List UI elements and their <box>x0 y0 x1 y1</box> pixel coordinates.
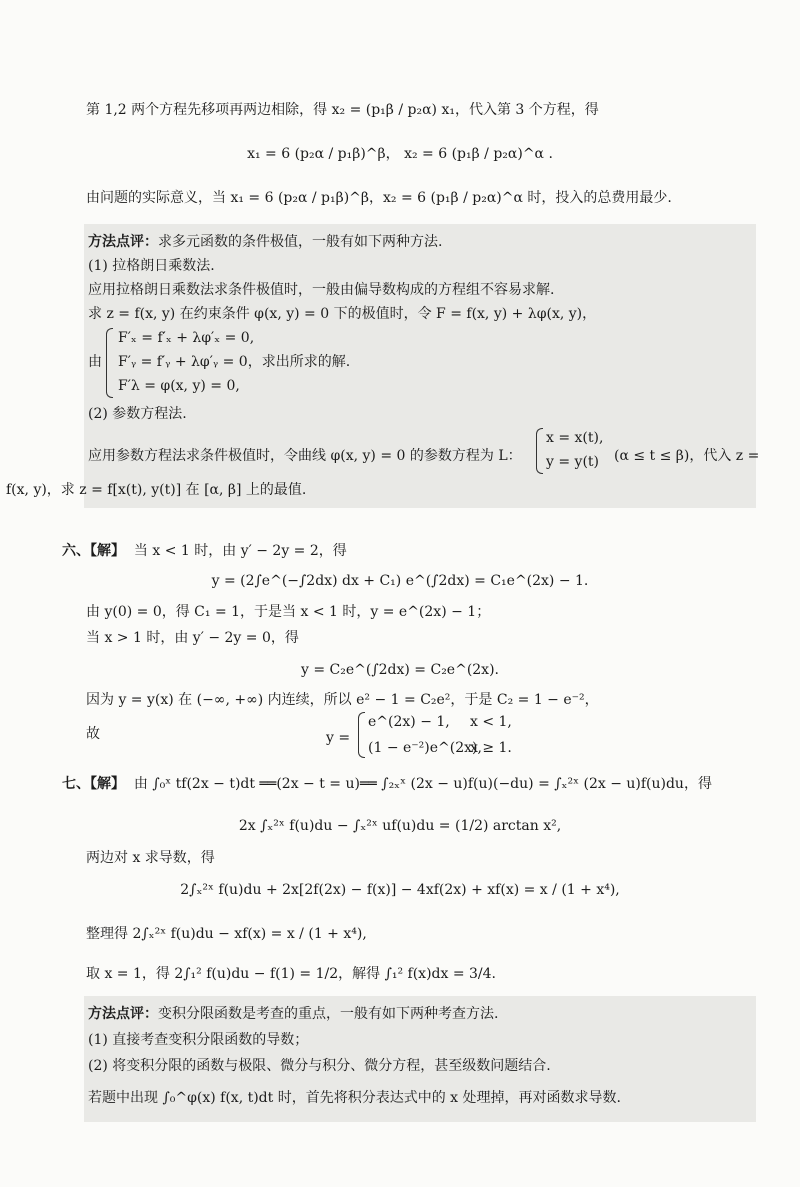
method-comment-box-1 <box>6 224 760 508</box>
method-comment-box-2 <box>84 996 756 1122</box>
system-eq-2: F′ᵧ = f′ᵧ + λφ′ᵧ = 0，求出所求的解. <box>118 354 351 370</box>
method-comment-intro: 变积分限函数是考查的重点，一般有如下两种考查方法. <box>158 1006 499 1022</box>
method-item-1: (1) 直接考查变积分限函数的导数； <box>88 1032 309 1048</box>
problem-seven-line-6: 取 x = 1，得 2∫₁² f(u)du − f(1) = 1/2，解得 ∫₁² f(x)dx = 3/4. <box>86 966 497 982</box>
method-comment-intro: 求多元函数的条件极值，一般有如下两种方法. <box>158 234 443 250</box>
derivation-line-1: 第 1,2 两个方程先移项再两边相除，得 x₂ = (p₁β / p₂α) x₁，代入第 3 个方程，得 <box>86 102 599 118</box>
problem-six-line-4: 当 x > 1 时，由 y′ − 2y = 0，得 <box>86 630 299 646</box>
method-comment-line <box>88 234 442 251</box>
method-comment-title: 方法点评： <box>88 1006 158 1022</box>
problem-seven-line-5: 整理得 2∫ₓ²ˣ f(u)du − xf(x) = x / (1 + x⁴), <box>86 926 367 942</box>
piecewise-case-2: (1 − e⁻²)e^(2x), <box>368 740 482 756</box>
solution-formula: x₁ = 6 (p₂α / p₁β)^β， x₂ = 6 (p₁β / p₂α)^α . <box>247 146 553 162</box>
problem-six-line-1 <box>62 543 347 560</box>
method-parametric-heading: (2) 参数方程法. <box>88 406 187 422</box>
problem-seven-substitution: 由 ∫₀ˣ tf(2x − t)dt ══(2x − t = u)══ ∫₂ₓˣ (2x − u)f(u)(−du) = ∫ₓ²ˣ (2x − u)f(u)du，得 <box>133 776 712 792</box>
problem-six-condition: 当 x < 1 时，由 y′ − 2y = 2，得 <box>133 543 347 559</box>
problem-seven-equation: 2x ∫ₓ²ˣ f(u)du − ∫ₓ²ˣ uf(u)du = (1/2) arctan x², <box>238 818 562 834</box>
method-lagrange-note: 应用拉格朗日乘数法求条件极值时，一般由偏导数构成的方程组不容易求解. <box>88 282 555 298</box>
method-comment-title: 方法点评： <box>88 234 158 250</box>
piecewise-case-1: e^(2x) − 1, <box>368 714 450 730</box>
conclusion-line: 由问题的实际意义，当 x₁ = 6 (p₂α / p₁β)^β，x₂ = 6 (p₁β / p₂α)^α 时，投入的总费用最少. <box>86 190 672 206</box>
problem-seven-line-1 <box>62 776 712 793</box>
system-brace <box>106 328 113 398</box>
problem-six-line-3: 由 y(0) = 0，得 C₁ = 1，于是当 x < 1 时，y = e^(2x) − 1； <box>86 604 491 620</box>
problem-six-therefore: 故 <box>86 726 100 742</box>
param-range: (α ≤ t ≤ β)，代入 z = <box>614 448 760 464</box>
piecewise-cond-1: x < 1, <box>470 714 512 730</box>
method-parametric-note: 应用参数方程法求条件极值时，令曲线 φ(x, y) = 0 的参数方程为 L： <box>88 448 522 464</box>
param-eq-1: x = x(t), <box>546 430 604 446</box>
problem-seven-line-3: 两边对 x 求导数，得 <box>86 850 215 866</box>
problem-six-tag: 六、【解】 <box>62 543 125 559</box>
problem-six-line-6: 因为 y = y(x) 在 (−∞, +∞) 内连续，所以 e² − 1 = C₂e²，于是 C₂ = 1 − e⁻²， <box>86 692 599 708</box>
piecewise-y: y = <box>326 730 351 746</box>
param-eq-2: y = y(t) <box>546 454 599 470</box>
system-prefix: 由 <box>88 354 102 370</box>
problem-seven-tag: 七、【解】 <box>62 776 125 792</box>
method-lagrange-setup: 求 z = f(x, y) 在约束条件 φ(x, y) = 0 下的极值时，令 F = f(x, y) + λφ(x, y)， <box>88 306 597 322</box>
method-parametric-result: f(x, y)，求 z = f[x(t), y(t)] 在 [α, β] 上的最值. <box>6 482 307 498</box>
method-item-2: (2) 将变积分限的函数与极限、微分与积分、微分方程，甚至级数问题结合. <box>88 1058 551 1074</box>
system-eq-3: F′λ = φ(x, y) = 0, <box>118 378 240 394</box>
problem-six-solution-1: y = (2∫e^(−∫2dx) dx + C₁) e^(∫2dx) = C₁e^(2x) − 1. <box>211 573 589 589</box>
method-comment-line <box>88 1006 498 1023</box>
piecewise-cond-2: x ≥ 1. <box>470 740 512 756</box>
piecewise-brace <box>358 712 365 758</box>
problem-seven-derivative: 2∫ₓ²ˣ f(u)du + 2x[2f(2x) − f(x)] − 4xf(2x) + xf(x) = x / (1 + x⁴), <box>180 882 620 898</box>
system-eq-1: F′ₓ = f′ₓ + λφ′ₓ = 0, <box>118 330 255 346</box>
problem-six-solution-2: y = C₂e^(∫2dx) = C₂e^(2x). <box>300 662 499 678</box>
method-item-3: 若题中出现 ∫₀^φ(x) f(x, t)dt 时，首先将积分表达式中的 x 处理掉，再对函数求导数. <box>88 1090 621 1106</box>
method-lagrange-heading: (1) 拉格朗日乘数法. <box>88 258 215 274</box>
param-brace <box>536 428 543 474</box>
